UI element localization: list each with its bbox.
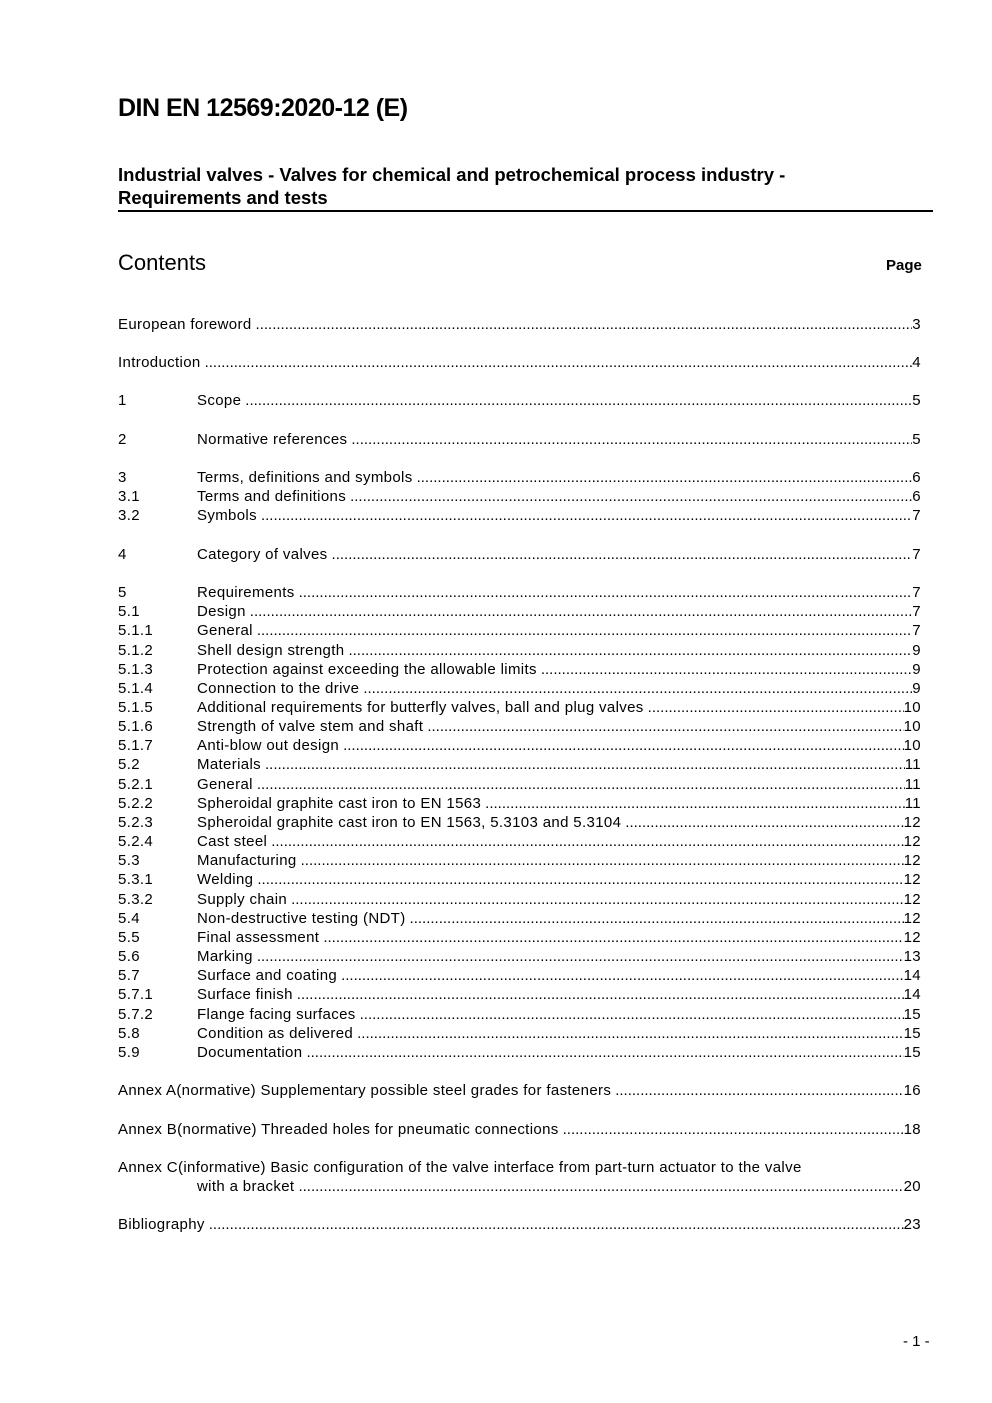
toc-entry-number: 5.1.7	[118, 737, 154, 754]
toc-entry-5-2-4[interactable]	[118, 832, 921, 851]
toc-entry-title: Annex C(informative) Basic configuration of the valve interface from part-turn actuator to the valve	[118, 1159, 802, 1176]
toc-entry-number: 5.7.1	[118, 986, 154, 1003]
document-title	[118, 163, 933, 212]
toc-leader-dots	[205, 353, 913, 372]
toc-entry-title: Final assessment	[197, 929, 320, 946]
toc-entry-number: 5	[118, 584, 127, 601]
toc-entry-number: 3.2	[118, 507, 140, 524]
toc-entry-page: 14	[903, 986, 921, 1003]
toc-entry-title: Bibliography	[118, 1216, 205, 1233]
toc-entry-title: European foreword	[118, 316, 252, 333]
toc-entry-5-8[interactable]	[118, 1024, 921, 1043]
toc-entry-number: 5.6	[118, 948, 140, 965]
toc-entry-scope[interactable]	[118, 391, 921, 410]
toc-entry-title: Additional requirements for butterfly valves, ball and plug valves	[197, 699, 644, 716]
toc-entry-page: 15	[903, 1025, 921, 1042]
toc-entry-page: 7	[912, 584, 921, 601]
toc-entry-title: Introduction	[118, 354, 201, 371]
toc-entry-title: Manufacturing	[197, 852, 297, 869]
toc-entry-title: Normative references	[197, 431, 348, 448]
page-column-heading: Page	[886, 257, 922, 274]
toc-entry-number: 5.2.3	[118, 814, 154, 831]
toc-entry-title: Surface and coating	[197, 967, 338, 984]
toc-leader-dots	[343, 736, 904, 755]
toc-entry-number: 5.1.1	[118, 622, 154, 639]
toc-entry-5-7-2[interactable]	[118, 1005, 921, 1024]
page-number-footer: - 1 -	[903, 1333, 930, 1350]
toc-entry-title: General	[197, 622, 253, 639]
toc-entry-page: 20	[903, 1178, 921, 1195]
toc-entry-annex-c[interactable]	[118, 1158, 921, 1177]
toc-entry-3-2[interactable]	[118, 506, 921, 525]
toc-entry-number: 5.1.6	[118, 718, 154, 735]
toc-entry-title: Flange facing surfaces	[197, 1006, 356, 1023]
toc-entry-5-7[interactable]	[118, 966, 921, 985]
toc-entry-title: Welding	[197, 871, 254, 888]
toc-leader-dots	[271, 832, 903, 851]
toc-entry-number: 5.1.4	[118, 680, 154, 697]
toc-entry-page: 16	[903, 1082, 921, 1099]
toc-entry-5-2-1[interactable]	[118, 775, 921, 794]
document-title-line-1: Industrial valves - Valves for chemical and petrochemical process industry -	[118, 164, 786, 185]
toc-entry-5-3-2[interactable]	[118, 890, 921, 909]
toc-leader-dots	[357, 1024, 903, 1043]
toc-entry-page: 6	[912, 469, 921, 486]
toc-entry-title: Annex B(normative) Threaded holes for pneumatic connections	[118, 1121, 559, 1138]
toc-entry-page: 3	[912, 316, 921, 333]
toc-leader-dots	[332, 545, 913, 564]
toc-entry-page: 23	[903, 1216, 921, 1233]
toc-entry-5-9[interactable]	[118, 1043, 921, 1062]
toc-entry-title: Category of valves	[197, 546, 328, 563]
toc-entry-5-6[interactable]	[118, 947, 921, 966]
toc-entry-page: 9	[912, 680, 921, 697]
toc-entry-title: Connection to the drive	[197, 680, 360, 697]
toc-entry-title: Shell design strength	[197, 642, 345, 659]
toc-entry-page: 14	[903, 967, 921, 984]
toc-leader-dots	[341, 966, 904, 985]
toc-leader-dots	[351, 430, 912, 449]
toc-entry-number: 5.7	[118, 967, 140, 984]
toc-entry-3-1[interactable]	[118, 487, 921, 506]
toc-entry-title: Scope	[197, 392, 242, 409]
toc-entry-page: 5	[912, 431, 921, 448]
toc-leader-dots	[625, 813, 903, 832]
toc-entry-page: 15	[903, 1044, 921, 1061]
toc-entry-5-1-6[interactable]	[118, 717, 921, 736]
toc-entry-title: with a bracket	[197, 1178, 295, 1195]
toc-entry-page: 10	[903, 699, 921, 716]
toc-entry-number: 5.2.4	[118, 833, 154, 850]
toc-entry-title: Documentation	[197, 1044, 303, 1061]
toc-entry-number: 5.5	[118, 929, 140, 946]
toc-leader-dots	[250, 602, 913, 621]
toc-entry-number: 5.1.3	[118, 661, 154, 678]
toc-entry-title: Anti-blow out design	[197, 737, 340, 754]
toc-leader-dots	[298, 1177, 903, 1196]
toc-entry-number: 5.3	[118, 852, 140, 869]
toc-leader-dots	[245, 391, 912, 410]
toc-leader-dots	[265, 755, 905, 774]
toc-entry-page: 12	[903, 833, 921, 850]
toc-entry-page: 6	[912, 488, 921, 505]
toc-entry-5-5[interactable]	[118, 928, 921, 947]
toc-entry-4[interactable]	[118, 545, 921, 564]
toc-leader-dots	[257, 870, 903, 889]
toc-leader-dots	[615, 1081, 903, 1100]
toc-leader-dots	[301, 851, 904, 870]
toc-leader-dots	[257, 621, 912, 640]
toc-entry-number: 5.1.5	[118, 699, 154, 716]
toc-entry-title: Terms, definitions and symbols	[197, 469, 413, 486]
toc-entry-5-1-3[interactable]	[118, 660, 921, 679]
toc-leader-dots	[417, 468, 913, 487]
toc-entry-bibliography[interactable]	[118, 1215, 921, 1234]
toc-entry-title: Spheroidal graphite cast iron to EN 1563, 5.3103 and 5.3104	[197, 814, 622, 831]
toc-entry-5-1-4[interactable]	[118, 679, 921, 698]
toc-entry-title: Requirements	[197, 584, 295, 601]
toc-entry-page: 7	[912, 546, 921, 563]
toc-leader-dots	[485, 794, 905, 813]
toc-entry-number: 3.1	[118, 488, 140, 505]
toc-entry-number: 5.1.2	[118, 642, 154, 659]
toc-leader-dots	[360, 1005, 904, 1024]
toc-entry-number: 5.3.1	[118, 871, 154, 888]
toc-entry-page: 12	[903, 910, 921, 927]
toc-entry-5-1-1[interactable]	[118, 621, 921, 640]
toc-entry-number: 3	[118, 469, 127, 486]
toc-leader-dots	[257, 947, 904, 966]
toc-entry-title: Strength of valve stem and shaft	[197, 718, 424, 735]
toc-leader-dots	[363, 679, 912, 698]
toc-leader-dots	[209, 1215, 904, 1234]
toc-leader-dots	[563, 1120, 904, 1139]
toc-entry-page: 10	[903, 718, 921, 735]
toc-entry-page: 7	[912, 622, 921, 639]
toc-leader-dots	[350, 487, 912, 506]
toc-entry-5-3-1[interactable]	[118, 870, 921, 889]
toc-entry-page: 13	[903, 948, 921, 965]
toc-entry-5-1[interactable]	[118, 602, 921, 621]
toc-entry-page: 12	[903, 871, 921, 888]
toc-entry-page: 9	[912, 642, 921, 659]
toc-entry-5[interactable]	[118, 583, 921, 602]
toc-leader-dots	[291, 890, 904, 909]
toc-entry-annex-b[interactable]	[118, 1120, 921, 1139]
toc-leader-dots	[256, 315, 913, 334]
toc-entry-number: 4	[118, 546, 127, 563]
toc-leader-dots	[410, 909, 904, 928]
toc-entry-title: Protection against exceeding the allowable limits	[197, 661, 537, 678]
toc-entry-number: 1	[118, 392, 127, 409]
document-title-line-2: Requirements and tests	[118, 187, 328, 208]
toc-entry-title: Non-destructive testing (NDT)	[197, 910, 406, 927]
toc-entry-5-1-2[interactable]	[118, 641, 921, 660]
toc-entry-page: 10	[903, 737, 921, 754]
toc-entry-title: Symbols	[197, 507, 257, 524]
toc-entry-page: 7	[912, 507, 921, 524]
toc-entry-number: 5.7.2	[118, 1006, 154, 1023]
toc-entry-title: Terms and definitions	[197, 488, 347, 505]
toc-entry-number: 5.3.2	[118, 891, 154, 908]
toc-leader-dots	[306, 1043, 903, 1062]
toc-entry-number: 5.2.1	[118, 776, 154, 793]
toc-entry-title: Condition as delivered	[197, 1025, 354, 1042]
toc-leader-dots	[297, 985, 904, 1004]
toc-entry-annex-c-continued[interactable]	[118, 1177, 921, 1196]
toc-leader-dots	[348, 641, 912, 660]
toc-entry-title: Design	[197, 603, 246, 620]
toc-leader-dots	[541, 660, 912, 679]
toc-entry-number: 5.2.2	[118, 795, 154, 812]
toc-entry-title: Annex A(normative) Supplementary possible steel grades for fasteners	[118, 1082, 612, 1099]
toc-leader-dots	[323, 928, 903, 947]
toc-entry-number: 5.2	[118, 756, 140, 773]
toc-leader-dots	[427, 717, 903, 736]
toc-entry-5-2[interactable]	[118, 755, 921, 774]
toc-entry-5-2-3[interactable]	[118, 813, 921, 832]
toc-entry-number: 5.9	[118, 1044, 140, 1061]
toc-entry-5-2-2[interactable]	[118, 794, 921, 813]
toc-entry-title: Materials	[197, 756, 261, 773]
toc-entry-annex-a[interactable]	[118, 1081, 921, 1100]
toc-entry-number: 5.8	[118, 1025, 140, 1042]
toc-entry-page: 4	[912, 354, 921, 371]
toc-entry-5-7-1[interactable]	[118, 985, 921, 1004]
toc-entry-5-1-7[interactable]	[118, 736, 921, 755]
toc-entry-normative-references[interactable]	[118, 430, 921, 449]
toc-entry-page: 12	[903, 814, 921, 831]
toc-entry-page: 11	[904, 795, 921, 812]
toc-leader-dots	[648, 698, 904, 717]
toc-entry-title: Marking	[197, 948, 253, 965]
toc-entry-page: 12	[903, 929, 921, 946]
toc-entry-introduction[interactable]	[118, 353, 921, 372]
toc-entry-title: Surface finish	[197, 986, 293, 1003]
toc-entry-page: 7	[912, 603, 921, 620]
toc-entry-title: Supply chain	[197, 891, 288, 908]
toc-entry-page: 12	[903, 852, 921, 869]
toc-leader-dots	[261, 506, 912, 525]
toc-entry-number: 5.4	[118, 910, 140, 927]
toc-entry-number: 5.1	[118, 603, 140, 620]
toc-entry-page: 5	[912, 392, 921, 409]
toc-leader-dots	[257, 775, 905, 794]
toc-entry-5-1-5[interactable]	[118, 698, 921, 717]
toc-leader-dots	[299, 583, 913, 602]
toc-entry-title: Spheroidal graphite cast iron to EN 1563	[197, 795, 482, 812]
contents-heading: Contents	[118, 250, 207, 275]
toc-entry-number: 2	[118, 431, 127, 448]
toc-entry-5-3[interactable]	[118, 851, 921, 870]
toc-entry-5-4[interactable]	[118, 909, 921, 928]
document-id: DIN EN 12569:2020-12 (E)	[118, 94, 408, 122]
toc-entry-page: 11	[904, 776, 921, 793]
toc-entry-title: General	[197, 776, 253, 793]
toc-entry-title: Cast steel	[197, 833, 268, 850]
toc-entry-page: 12	[903, 891, 921, 908]
toc-entry-page: 18	[903, 1121, 921, 1138]
toc-entry-3[interactable]	[118, 468, 921, 487]
toc-entry-page: 11	[904, 756, 921, 773]
toc-entry-european-foreword[interactable]	[118, 315, 921, 334]
toc-entry-page: 9	[912, 661, 921, 678]
toc-entry-page: 15	[903, 1006, 921, 1023]
